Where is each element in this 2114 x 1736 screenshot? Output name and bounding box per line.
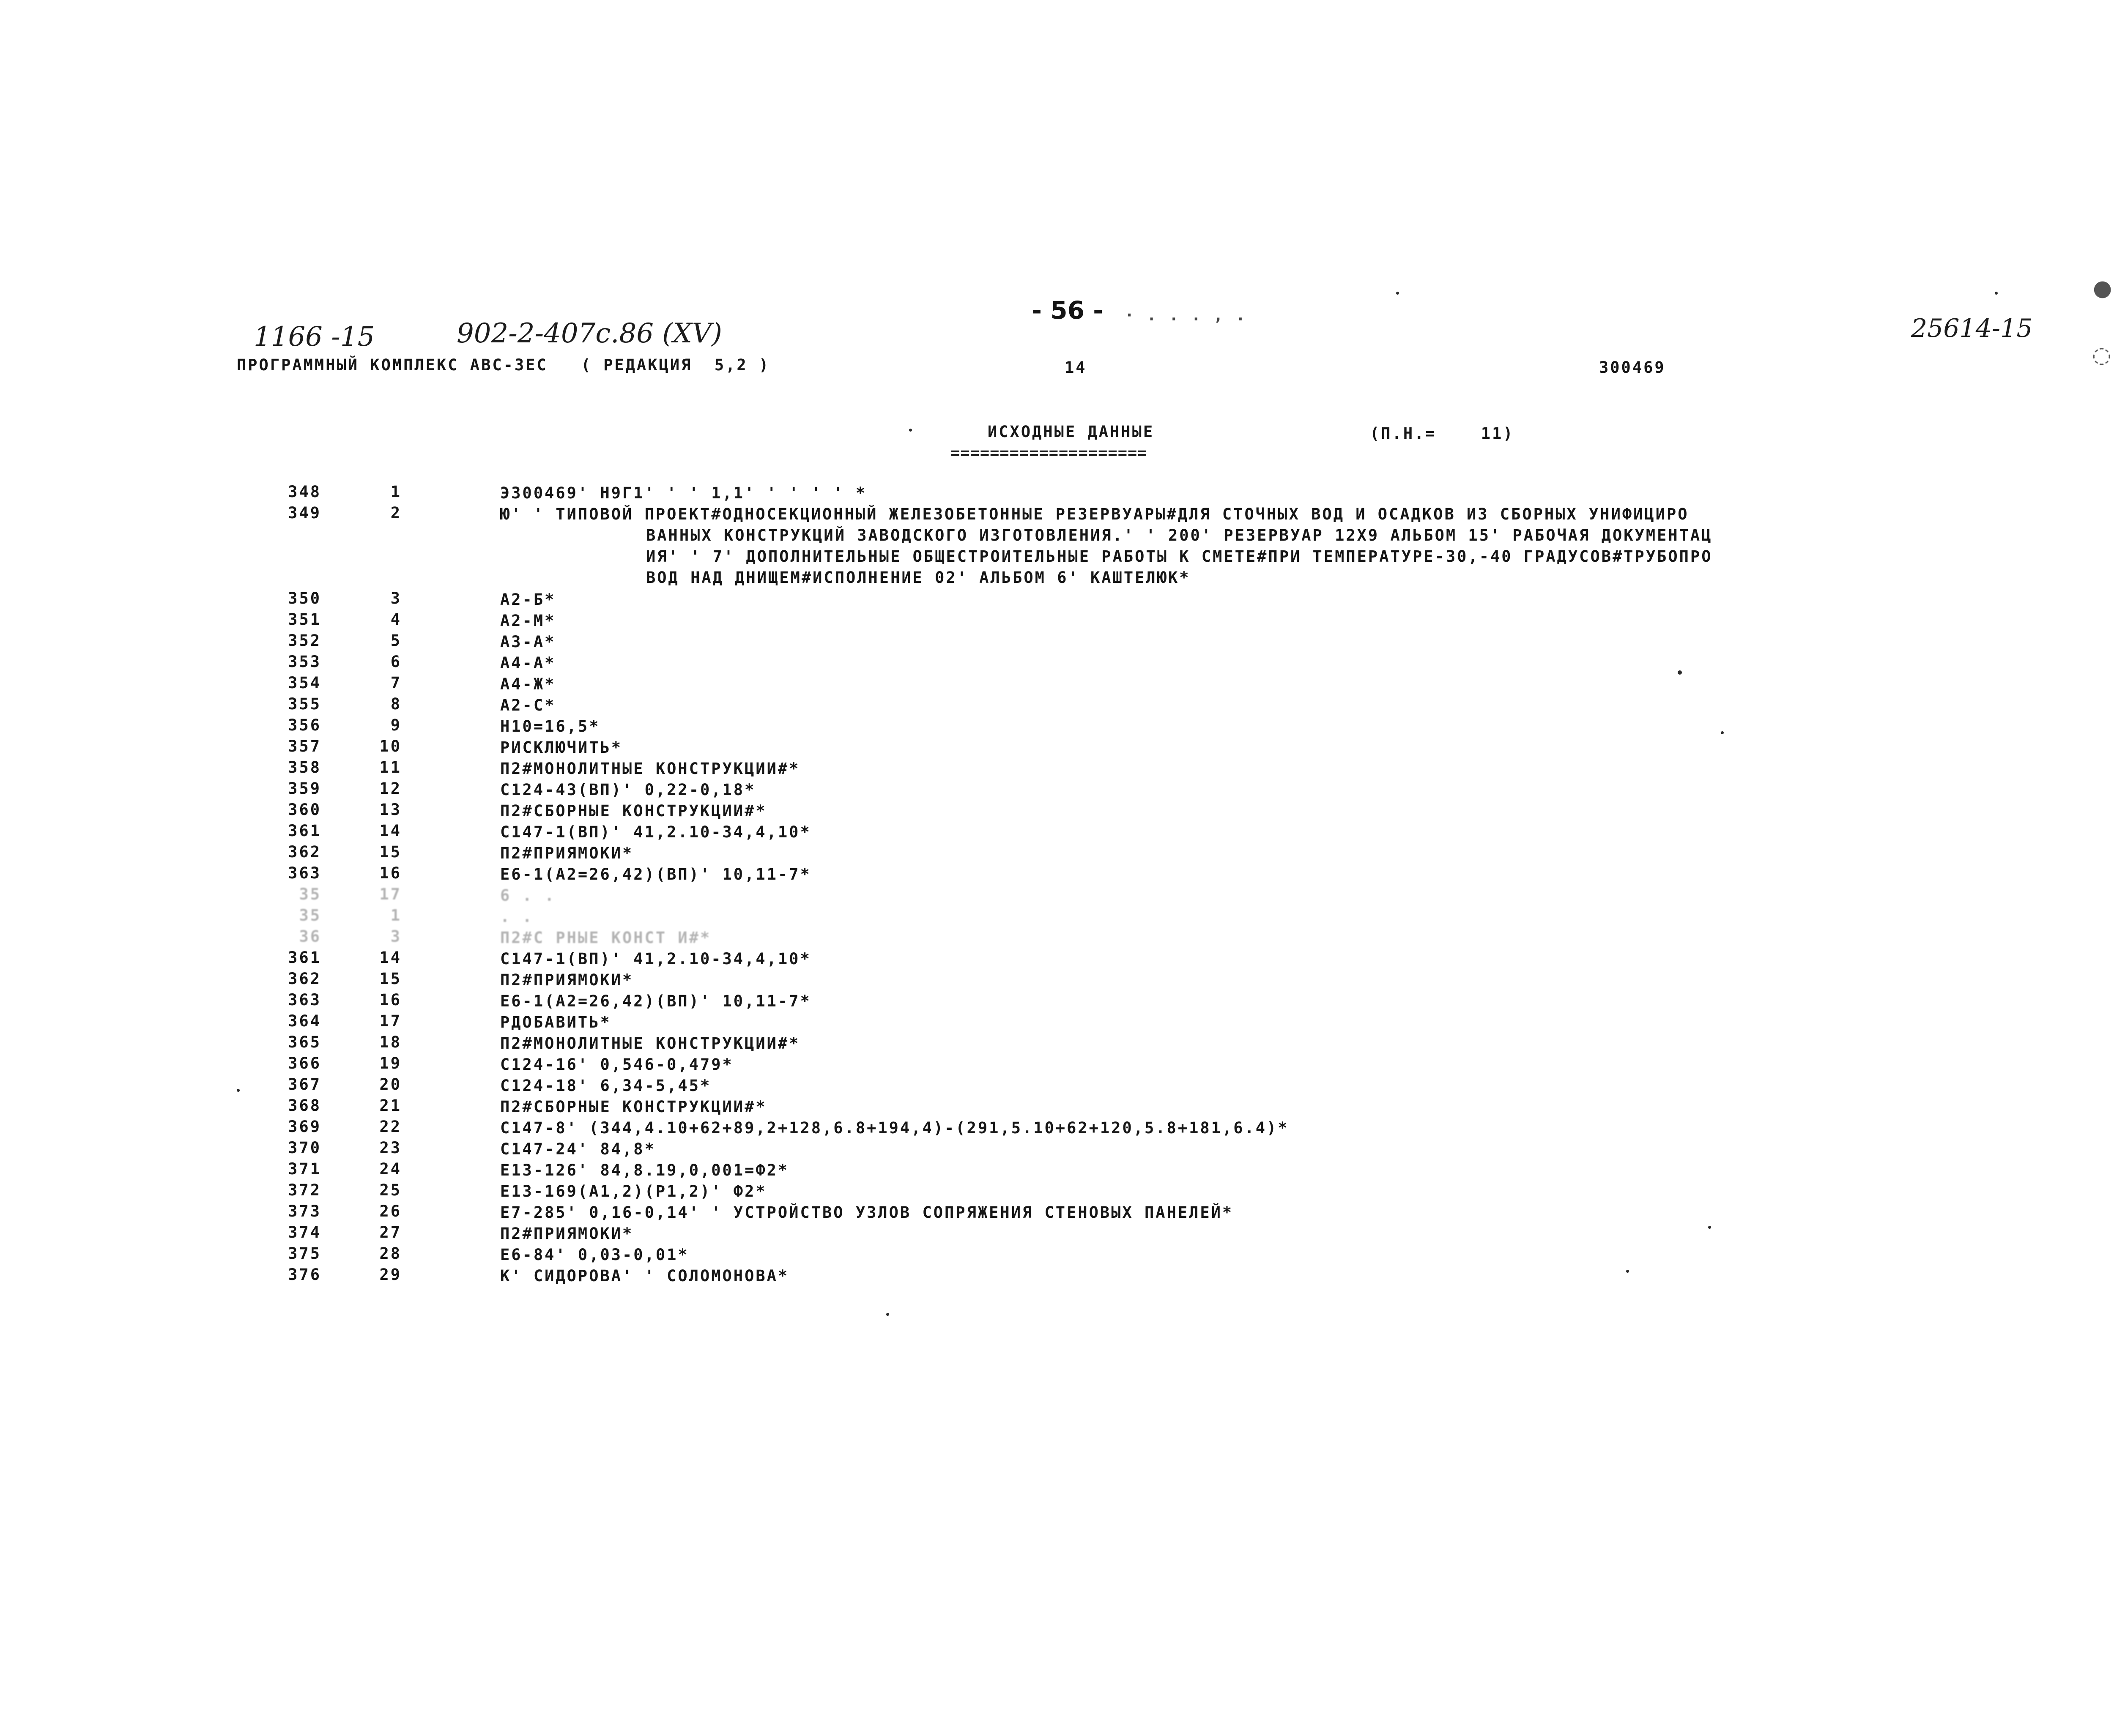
- line-number: 18: [379, 1033, 402, 1051]
- record-text-line: А2-М*: [500, 612, 556, 630]
- listing-row: [0, 483, 1987, 504]
- record-number: 361: [288, 822, 321, 840]
- record-text: [500, 737, 1895, 758]
- listing-row: [0, 1118, 1987, 1139]
- section-pn: (П.Н.= 11): [1370, 424, 1514, 443]
- line-number: 13: [379, 801, 402, 819]
- record-text-line: П2#МОНОЛИТНЫЕ КОНСТРУКЦИИ#*: [500, 1034, 800, 1053]
- record-text: [500, 1160, 1895, 1181]
- record-text: [500, 801, 1895, 822]
- listing-row: [0, 1244, 1987, 1266]
- scan-speck: [1708, 1226, 1711, 1229]
- line-number: 29: [379, 1266, 402, 1284]
- record-text-line: С124-43(ВП)' 0,22-0,18*: [500, 781, 756, 799]
- record-number: 355: [288, 695, 321, 713]
- record-text: [500, 885, 1895, 906]
- line-number: 27: [379, 1223, 402, 1241]
- listing-row: [0, 1202, 1987, 1223]
- record-text-line: П2#СБОРНЫЕ КОНСТРУКЦИИ#*: [500, 802, 767, 820]
- record-text: [500, 1244, 1895, 1266]
- line-number: 14: [379, 822, 402, 840]
- listing-row: [0, 970, 1987, 991]
- listing-row: [0, 632, 1987, 653]
- record-text: [500, 1075, 1895, 1096]
- record-text: [500, 695, 1895, 716]
- line-number: 7: [390, 674, 402, 692]
- line-number: 26: [379, 1202, 402, 1220]
- line-number: 25: [379, 1181, 402, 1199]
- record-text: [500, 716, 1895, 737]
- record-text: [500, 1202, 1895, 1223]
- listing-row: [0, 695, 1987, 716]
- binder-hole-mark: ●: [2093, 276, 2112, 301]
- record-number: 350: [288, 589, 321, 607]
- record-text: [500, 758, 1895, 779]
- record-text: [500, 1118, 1895, 1139]
- record-number: 373: [288, 1202, 321, 1220]
- line-number: 8: [390, 695, 402, 713]
- record-number: 36: [299, 927, 321, 946]
- record-text-line: А2-С*: [500, 696, 556, 714]
- line-number: 11: [379, 758, 402, 776]
- record-number: 372: [288, 1181, 321, 1199]
- line-number: 28: [379, 1244, 402, 1263]
- record-text-line: А4-А*: [500, 654, 556, 672]
- listing-row: [0, 843, 1987, 864]
- record-number: 362: [288, 843, 321, 861]
- record-number: 360: [288, 801, 321, 819]
- record-text: [500, 822, 1895, 843]
- record-text-line: С147-24' 84,8*: [500, 1140, 656, 1158]
- scan-speck: [1995, 292, 1998, 295]
- record-number: 368: [288, 1096, 321, 1115]
- record-number: 35: [299, 906, 321, 924]
- listing-row: [0, 589, 1987, 610]
- record-number: 358: [288, 758, 321, 776]
- line-number: 23: [379, 1139, 402, 1157]
- record-number: 371: [288, 1160, 321, 1178]
- record-text: [500, 589, 1895, 610]
- record-text-line: Е6-1(А2=26,42)(ВП)' 10,11-7*: [500, 992, 811, 1010]
- listing-row: [0, 1075, 1987, 1096]
- record-text: [500, 1033, 1895, 1054]
- record-text: [500, 504, 1895, 588]
- line-number: 1: [390, 483, 402, 501]
- record-text-line: А4-Ж*: [500, 675, 556, 693]
- record-text-continuation: ВАННЫХ КОНСТРУКЦИЙ ЗАВОДСКОГО ИЗГОТОВЛЕНИЯ.' ' 200' РЕЗЕРВУАР 12Х9 АЛЬБОМ 15' РАБОЧАЯ ДОКУМЕНТАЦ: [646, 526, 1713, 544]
- record-text-line: РИСКЛЮЧИТЬ*: [500, 738, 623, 757]
- record-text: [500, 632, 1895, 653]
- record-number: 351: [288, 610, 321, 629]
- scan-speck: [1721, 731, 1724, 734]
- record-text-line: Е6-1(А2=26,42)(ВП)' 10,11-7*: [500, 865, 811, 883]
- line-number: 20: [379, 1075, 402, 1094]
- handwritten-sheet-ref: 1166 -15: [254, 321, 375, 353]
- record-text: [500, 949, 1895, 970]
- listing-row: [0, 1012, 1987, 1033]
- page-number-marks: · . . . , .: [1125, 306, 1247, 324]
- record-number: 359: [288, 779, 321, 798]
- record-text-line: А3-А*: [500, 633, 556, 651]
- line-number: 5: [390, 632, 402, 650]
- line-number: 15: [379, 843, 402, 861]
- record-text-line: С124-16' 0,546-0,479*: [500, 1055, 734, 1074]
- record-text: [500, 779, 1895, 801]
- listing-row: [0, 758, 1987, 779]
- record-text: [500, 483, 1895, 504]
- record-text-line: Е6-84' 0,03-0,01*: [500, 1246, 689, 1264]
- handwritten-archive-number: 25614-15: [1911, 314, 2033, 343]
- line-number: 1: [390, 906, 402, 924]
- scan-speck: [1396, 292, 1399, 295]
- listing-row: [0, 716, 1987, 737]
- record-number: 376: [288, 1266, 321, 1284]
- line-number: 14: [379, 949, 402, 967]
- line-number: 2: [390, 504, 402, 522]
- listing-row: [0, 864, 1987, 885]
- record-text-line: С147-1(ВП)' 41,2.10-34,4,10*: [500, 823, 811, 841]
- line-number: 4: [390, 610, 402, 629]
- record-text-line: П2#МОНОЛИТНЫЕ КОНСТРУКЦИИ#*: [500, 760, 800, 778]
- record-number: 348: [288, 483, 321, 501]
- record-text: [500, 1054, 1895, 1075]
- record-number: 362: [288, 970, 321, 988]
- line-number: 3: [390, 589, 402, 607]
- record-number: 366: [288, 1054, 321, 1072]
- record-number: 363: [288, 864, 321, 882]
- listing-row: [0, 737, 1987, 758]
- record-text: [500, 653, 1895, 674]
- line-number: 19: [379, 1054, 402, 1072]
- record-text-line: . .: [500, 908, 534, 926]
- record-number: 356: [288, 716, 321, 734]
- listing: [0, 483, 1987, 1287]
- record-number: 354: [288, 674, 321, 692]
- line-number: 15: [379, 970, 402, 988]
- line-number: 24: [379, 1160, 402, 1178]
- listing-row: [0, 1266, 1987, 1287]
- document-code: 300469: [1599, 358, 1666, 377]
- record-text-line: П2#СБОРНЫЕ КОНСТРУКЦИИ#*: [500, 1098, 767, 1116]
- listing-row: [0, 1033, 1987, 1054]
- record-text-line: Н10=16,5*: [500, 717, 600, 735]
- page-number: - 56 -: [1032, 296, 1104, 325]
- record-text: [500, 1266, 1895, 1287]
- record-number: 364: [288, 1012, 321, 1030]
- listing-row: [0, 885, 1987, 906]
- scan-speck: [237, 1089, 240, 1092]
- line-number: 3: [390, 927, 402, 946]
- handwritten-project-code: 902-2-407с.86 (XV): [457, 318, 722, 349]
- record-number: 374: [288, 1223, 321, 1241]
- record-number: 375: [288, 1244, 321, 1263]
- record-number: 370: [288, 1139, 321, 1157]
- record-number: 365: [288, 1033, 321, 1051]
- line-number: 17: [379, 885, 402, 903]
- record-text: [500, 1223, 1895, 1244]
- listing-row: [0, 653, 1987, 674]
- listing-row: [0, 949, 1987, 970]
- section-title-underline: ====================: [950, 444, 1147, 462]
- line-number: 6: [390, 653, 402, 671]
- listing-row: [0, 927, 1987, 949]
- record-text-line: Е7-285' 0,16-0,14' ' УСТРОЙСТВО УЗЛОВ СОПРЯЖЕНИЯ СТЕНОВЫХ ПАНЕЛЕЙ*: [500, 1203, 1234, 1222]
- sheet-number: 14: [1065, 358, 1087, 377]
- record-text-line: Е13-126' 84,8.19,0,001=Ф2*: [500, 1161, 789, 1179]
- binder-hole-mark: ◌: [2092, 342, 2111, 368]
- record-text: [500, 1096, 1895, 1118]
- record-number: 363: [288, 991, 321, 1009]
- record-text-continuation: ВОД НАД ДНИЩЕМ#ИСПОЛНЕНИЕ 02' АЛЬБОМ 6' КАШТЕЛЮК*: [646, 569, 1191, 587]
- record-text-line: П2#ПРИЯМОКИ*: [500, 971, 634, 989]
- record-number: 367: [288, 1075, 321, 1094]
- record-text-line: Ю' ' ТИПОВОЙ ПРОЕКТ#ОДНОСЕКЦИОННЫЙ ЖЕЛЕЗОБЕТОННЫЕ РЕЗЕРВУАРЫ#ДЛЯ СТОЧНЫХ ВОД И ОСАДКОВ ИЗ СБОРНЫХ УНИФИЦИРО: [500, 505, 1689, 523]
- record-text: [500, 674, 1895, 695]
- record-text-line: Е13-169(А1,2)(Р1,2)' Ф2*: [500, 1182, 767, 1200]
- record-text-line: К' СИДОРОВА' ' СОЛОМОНОВА*: [500, 1267, 789, 1285]
- record-text: [500, 1139, 1895, 1160]
- line-number: 10: [379, 737, 402, 755]
- section-title: ИСХОДНЫЕ ДАННЫЕ: [988, 423, 1155, 441]
- line-number: 21: [379, 1096, 402, 1115]
- record-text: [500, 843, 1895, 864]
- record-text-line: А2-Б*: [500, 591, 556, 609]
- listing-row: [0, 1139, 1987, 1160]
- scan-speck: [1626, 1270, 1629, 1273]
- record-text-line: П2#С РНЫЕ КОНСТ И#*: [500, 929, 712, 947]
- record-text-line: РДОБАВИТЬ*: [500, 1013, 611, 1031]
- program-header: ПРОГРАММНЫЙ КОМПЛЕКС АВС-3ЕС ( РЕДАКЦИЯ 5,2 ): [237, 356, 770, 374]
- record-text-line: 6 . .: [500, 886, 556, 905]
- record-text: [500, 991, 1895, 1012]
- record-number: 353: [288, 653, 321, 671]
- listing-row: [0, 504, 1987, 589]
- listing-row: [0, 801, 1987, 822]
- record-text: [500, 1181, 1895, 1202]
- scan-speck: [1678, 670, 1682, 675]
- listing-row: [0, 822, 1987, 843]
- record-text-line: П2#ПРИЯМОКИ*: [500, 1225, 634, 1243]
- record-text: [500, 927, 1895, 949]
- record-number: 352: [288, 632, 321, 650]
- record-text: [500, 1012, 1895, 1033]
- listing-row: [0, 779, 1987, 801]
- record-text-continuation: ИЯ' ' 7' ДОПОЛНИТЕЛЬНЫЕ ОБЩЕСТРОИТЕЛЬНЫЕ РАБОТЫ К СМЕТЕ#ПРИ ТЕМПЕРАТУРЕ-30,-40 ГРАДУСОВ#ТРУБОПРО: [646, 547, 1713, 566]
- listing-row: [0, 1054, 1987, 1075]
- record-text: [500, 610, 1895, 632]
- line-number: 9: [390, 716, 402, 734]
- line-number: 16: [379, 864, 402, 882]
- record-text: [500, 906, 1895, 927]
- line-number: 22: [379, 1118, 402, 1136]
- record-number: 361: [288, 949, 321, 967]
- line-number: 17: [379, 1012, 402, 1030]
- record-text-line: С147-8' (344,4.10+62+89,2+128,6.8+194,4)-(291,5.10+62+120,5.8+181,6.4)*: [500, 1119, 1289, 1137]
- listing-row: [0, 906, 1987, 927]
- listing-row: [0, 1181, 1987, 1202]
- record-text: [500, 864, 1895, 885]
- record-text-line: Э300469' Н9Г1' ' ' 1,1' ' ' ' ' *: [500, 484, 867, 502]
- line-number: 12: [379, 779, 402, 798]
- scan-speck: [886, 1313, 889, 1316]
- record-number: 369: [288, 1118, 321, 1136]
- record-number: 35: [299, 885, 321, 903]
- line-number: 16: [379, 991, 402, 1009]
- record-text-line: С147-1(ВП)' 41,2.10-34,4,10*: [500, 950, 811, 968]
- listing-row: [0, 991, 1987, 1012]
- record-number: 357: [288, 737, 321, 755]
- listing-row: [0, 1223, 1987, 1244]
- listing-row: [0, 674, 1987, 695]
- record-number: 349: [288, 504, 321, 522]
- listing-row: [0, 610, 1987, 632]
- record-text-line: С124-18' 6,34-5,45*: [500, 1077, 712, 1095]
- listing-row: [0, 1096, 1987, 1118]
- record-text: [500, 970, 1895, 991]
- listing-row: [0, 1160, 1987, 1181]
- record-text-line: П2#ПРИЯМОКИ*: [500, 844, 634, 862]
- scan-speck: [909, 429, 912, 432]
